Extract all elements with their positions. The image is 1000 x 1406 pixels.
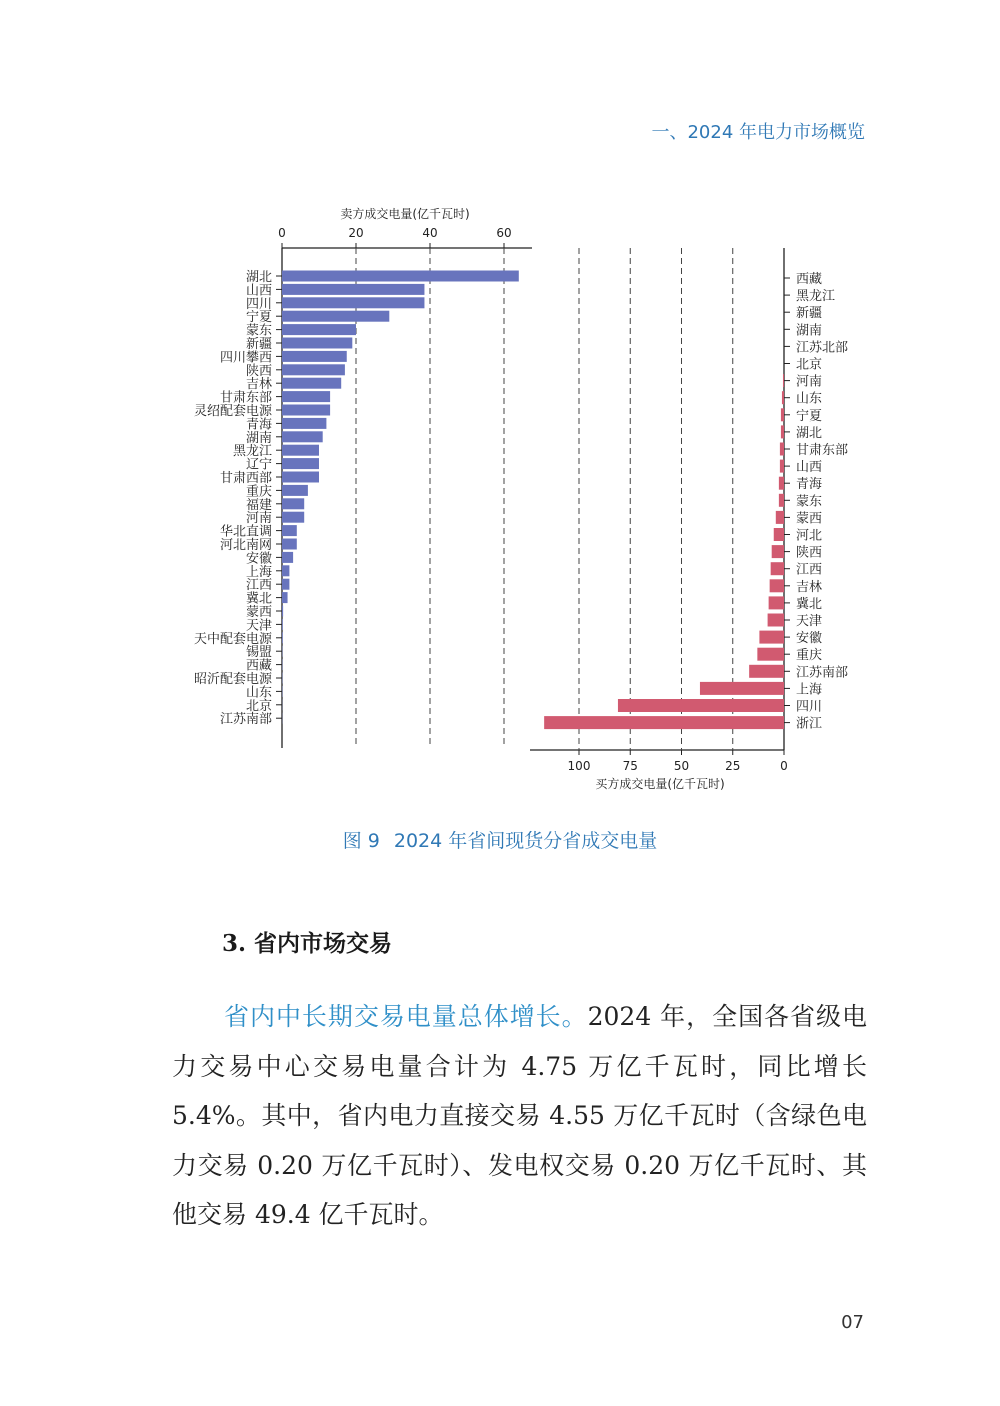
buyer-category-label: 江西 [796, 562, 823, 578]
seller-bar [282, 284, 424, 295]
seller-axis-title: 卖方成交电量(亿千瓦时) [340, 207, 470, 221]
seller-category-label: 河南 [245, 511, 272, 527]
buyer-bar [779, 494, 784, 507]
seller-category-label: 华北直调 [219, 524, 272, 540]
buyer-category-label: 蒙东 [796, 494, 823, 510]
buyer-tick-label: 50 [673, 759, 690, 773]
buyer-category-label: 山西 [796, 460, 823, 476]
buyer-bar [782, 391, 784, 404]
seller-category-label: 湖南 [245, 430, 272, 446]
buyer-tick-label: 0 [780, 759, 788, 773]
seller-bar [282, 418, 326, 429]
buyer-category-label: 江苏南部 [796, 665, 849, 681]
seller-category-label: 四川攀西 [219, 350, 272, 366]
seller-tick-label: 20 [348, 226, 364, 240]
seller-category-label: 宁夏 [245, 310, 272, 326]
seller-bar [282, 498, 304, 509]
buyer-bar [780, 443, 784, 456]
seller-bar [282, 351, 347, 362]
seller-bar [282, 592, 288, 603]
seller-tick-label: 40 [422, 226, 438, 240]
body-paragraph [172, 992, 867, 1240]
seller-bar [282, 472, 319, 483]
seller-bar [282, 311, 389, 322]
seller-category-label: 山西 [245, 283, 272, 299]
seller-bar [282, 378, 341, 389]
seller-category-label: 河北南网 [219, 538, 272, 553]
seller-category-label: 新疆 [245, 337, 272, 352]
paragraph-body: 2024 年，全国各省级电力交易中心交易电量合计为 4.75 万亿千瓦时，同比增长 5.4%。其中，省内电力直接交易 4.55 万亿千瓦时（含绿色电力交易 0.20 万亿千瓦时）、发电权交易 0.20 万亿千瓦时、其他交易 49.4 亿千瓦时。 [172, 1002, 867, 1229]
seller-category-label: 吉林 [245, 377, 272, 393]
buyer-category-label: 西藏 [796, 272, 823, 287]
seller-bar [282, 445, 319, 456]
seller-chart [194, 206, 532, 748]
buyer-bar [770, 579, 784, 592]
buyer-category-label: 宁夏 [796, 408, 823, 424]
seller-bar [282, 606, 283, 617]
buyer-category-label: 湖北 [796, 425, 823, 441]
section-title: 3. 省内市场交易 [222, 930, 393, 957]
seller-category-label: 北京 [245, 698, 272, 714]
seller-category-label: 江苏南部 [219, 712, 272, 728]
seller-bar [282, 271, 519, 282]
buyer-category-label: 湖南 [796, 323, 823, 339]
seller-bar [282, 512, 304, 523]
page-number: 07 [841, 1312, 864, 1333]
buyer-category-label: 河北 [796, 528, 823, 544]
seller-category-label: 上海 [245, 564, 272, 580]
buyer-bar [749, 665, 784, 678]
seller-bar [282, 565, 289, 576]
buyer-category-label: 冀北 [796, 596, 823, 612]
buyer-category-label: 浙江 [796, 716, 823, 732]
buyer-bar [779, 477, 784, 490]
seller-category-label: 蒙西 [245, 605, 272, 620]
seller-category-label: 黑龙江 [232, 444, 272, 460]
seller-category-label: 湖北 [245, 270, 272, 285]
seller-tick-label: 0 [278, 226, 286, 240]
buyer-category-label: 上海 [796, 682, 823, 698]
buyer-category-label: 青海 [796, 477, 823, 493]
seller-bar [282, 458, 319, 469]
buyer-bar [771, 562, 784, 575]
buyer-bar [780, 460, 784, 473]
buyer-tick-label: 25 [725, 759, 741, 773]
seller-bar [282, 297, 424, 308]
buyer-bar [774, 528, 784, 541]
seller-bar [282, 539, 297, 550]
figure-caption [0, 826, 1000, 853]
buyer-bar [781, 425, 784, 438]
seller-category-label: 安徽 [245, 551, 272, 567]
buyer-category-label: 江苏北部 [796, 340, 849, 356]
buyer-category-label: 蒙西 [796, 511, 823, 527]
buyer-category-label: 吉林 [796, 579, 823, 595]
buyer-bar [768, 614, 784, 627]
seller-bar [282, 364, 345, 375]
seller-category-label: 昭沂配套电源 [193, 672, 272, 687]
seller-category-label: 陕西 [245, 363, 272, 379]
figure-title: 2024 年省间现货分省成交电量 [393, 830, 658, 852]
seller-bar [282, 525, 297, 536]
figure-number: 图 9 [342, 830, 380, 852]
seller-category-label: 青海 [245, 417, 272, 433]
seller-category-label: 冀北 [245, 591, 272, 607]
seller-category-label: 锡盟 [245, 645, 272, 661]
buyer-bar [772, 545, 784, 558]
buyer-bar [544, 716, 784, 729]
buyer-axis-title: 买方成交电量(亿千瓦时) [595, 777, 725, 791]
buyer-bar [783, 374, 784, 387]
seller-category-label: 蒙东 [245, 323, 272, 339]
buyer-category-label: 重庆 [796, 648, 823, 664]
seller-bar [282, 431, 323, 442]
buyer-category-label: 北京 [796, 357, 823, 373]
seller-category-label: 四川 [245, 296, 272, 312]
seller-bar [282, 485, 308, 496]
seller-category-label: 天津 [245, 618, 272, 634]
buyer-category-label: 山东 [796, 391, 823, 407]
seller-bar [282, 552, 293, 563]
buyer-category-label: 四川 [796, 699, 823, 715]
seller-bar [282, 324, 356, 335]
seller-category-label: 重庆 [245, 484, 272, 500]
buyer-category-label: 陕西 [796, 545, 823, 561]
seller-bar [282, 579, 289, 590]
buyer-tick-label: 100 [567, 759, 591, 773]
buyer-category-label: 新疆 [796, 306, 823, 322]
seller-category-label: 甘肃东部 [219, 390, 272, 406]
seller-category-label: 灵绍配套电源 [193, 404, 272, 419]
buyer-bar [700, 682, 784, 695]
seller-tick-label: 60 [496, 226, 512, 240]
buyer-category-label: 安徽 [796, 631, 823, 647]
figure-chart [0, 190, 1000, 810]
buyer-bar [769, 596, 784, 609]
seller-category-label: 福建 [245, 497, 272, 513]
seller-bar [282, 405, 330, 416]
buyer-chart [530, 248, 848, 791]
seller-category-label: 江西 [245, 578, 272, 594]
seller-category-label: 辽宁 [245, 457, 272, 473]
seller-category-label: 山东 [245, 685, 272, 701]
paragraph-lead: 省内中长期交易电量总体增长。 [224, 1002, 588, 1031]
buyer-bar [776, 511, 784, 524]
seller-category-label: 西藏 [245, 658, 272, 674]
buyer-category-label: 河南 [796, 374, 823, 390]
buyer-bar [757, 648, 784, 661]
buyer-bar [759, 631, 784, 644]
buyer-tick-label: 75 [622, 759, 638, 773]
running-header: 一、2024 年电力市场概览 [651, 122, 865, 143]
buyer-category-label: 甘肃东部 [796, 443, 849, 458]
buyer-bar [618, 699, 784, 712]
seller-category-label: 天中配套电源 [193, 631, 272, 647]
seller-category-label: 甘肃西部 [219, 471, 272, 486]
seller-bar [282, 632, 283, 643]
buyer-bar [781, 408, 784, 421]
seller-bar [282, 338, 352, 349]
buyer-category-label: 天津 [796, 614, 823, 629]
seller-bar [282, 391, 330, 402]
seller-bar [282, 619, 283, 630]
buyer-category-label: 黑龙江 [796, 289, 836, 305]
